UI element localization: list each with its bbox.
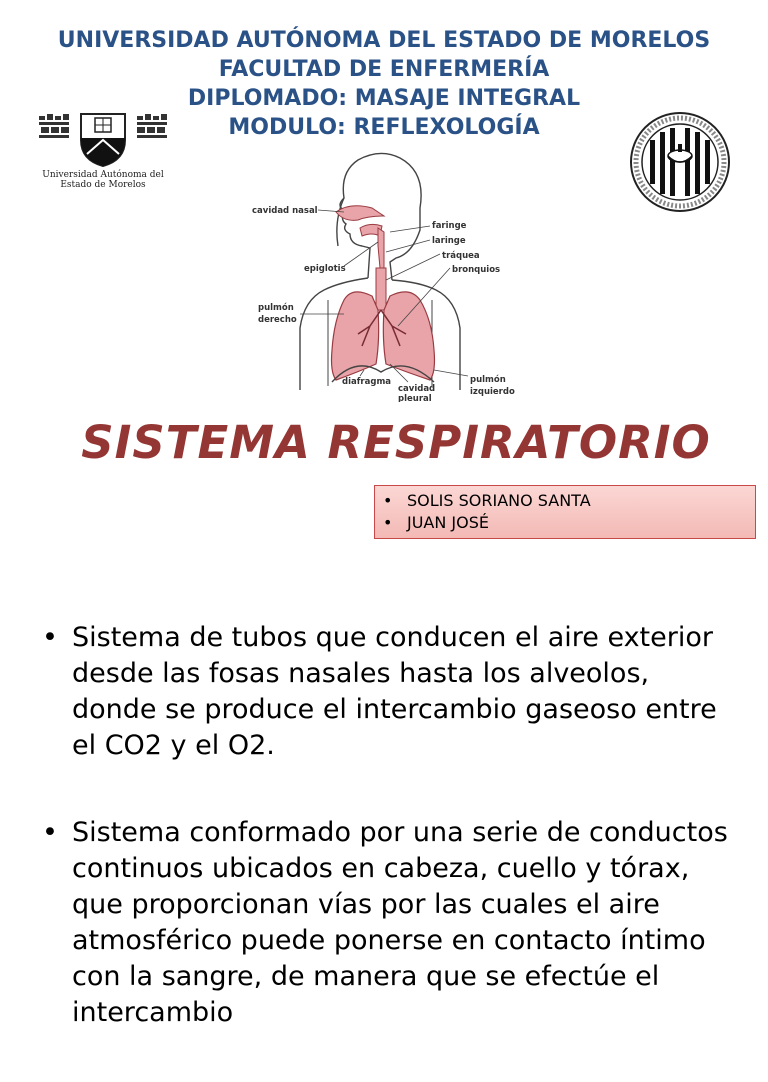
authors-box [374, 485, 756, 539]
module-name: MODULO: REFLEXOLOGÍA [228, 115, 540, 140]
label-laringe: laringe [432, 236, 466, 246]
respiratory-system-diagram [240, 150, 530, 402]
label-bronquios: bronquios [452, 265, 501, 275]
slide-content [42, 620, 742, 1082]
author-item: • SOLIS SORIANO SANTA [381, 490, 755, 512]
label-cavidad-pleural-2: pleural [398, 394, 432, 402]
faculty-seal [628, 110, 732, 218]
university-name: UNIVERSIDAD AUTÓNOMA DEL ESTADO DE MORELOS [57, 28, 711, 53]
university-shield-icon [37, 110, 169, 168]
author-item: • JUAN JOSÉ [381, 512, 755, 534]
label-pulmon-derecho-2: derecho [258, 315, 297, 325]
bullet-item: • Sistema de tubos que conducen el aire exterior desde las fosas nasales hasta los alveolos, donde se produce el intercambio gaseoso entre el CO2 y el O2. [42, 620, 742, 764]
diploma-name: DIPLOMADO: MASAJE INTEGRAL [187, 86, 581, 111]
logo-caption-line1: Universidad Autónoma del [42, 170, 164, 180]
label-pulmon-izquierdo-1: pulmón [470, 375, 506, 385]
bullet-item: • Sistema conformado por una serie de conductos continuos ubicados en cabeza, cuello y tórax, que proporcionan vías por las cuales el aire atmosférico puede ponerse en contacto íntimo con la sangre, de manera que se efectúe el intercambio [42, 815, 742, 1031]
label-faringe: faringe [432, 221, 467, 231]
label-pulmon-izquierdo-2: izquierdo [470, 387, 515, 397]
label-pulmon-derecho-1: pulmón [258, 303, 294, 313]
label-epiglotis: epiglotis [304, 264, 346, 274]
label-traquea: tráquea [442, 251, 480, 261]
faculty-name: FACULTAD DE ENFERMERÍA [218, 57, 550, 82]
label-cavidad-pleural-1: cavidad [398, 384, 436, 394]
label-cavidad-nasal: cavidad nasal [252, 206, 318, 216]
university-logo [36, 110, 170, 190]
nursing-seal-icon [628, 110, 732, 214]
logo-caption-line2: Estado de Morelos [60, 180, 146, 190]
slide-title: SISTEMA RESPIRATORIO [81, 416, 711, 469]
label-diafragma: diafragma [342, 377, 392, 387]
